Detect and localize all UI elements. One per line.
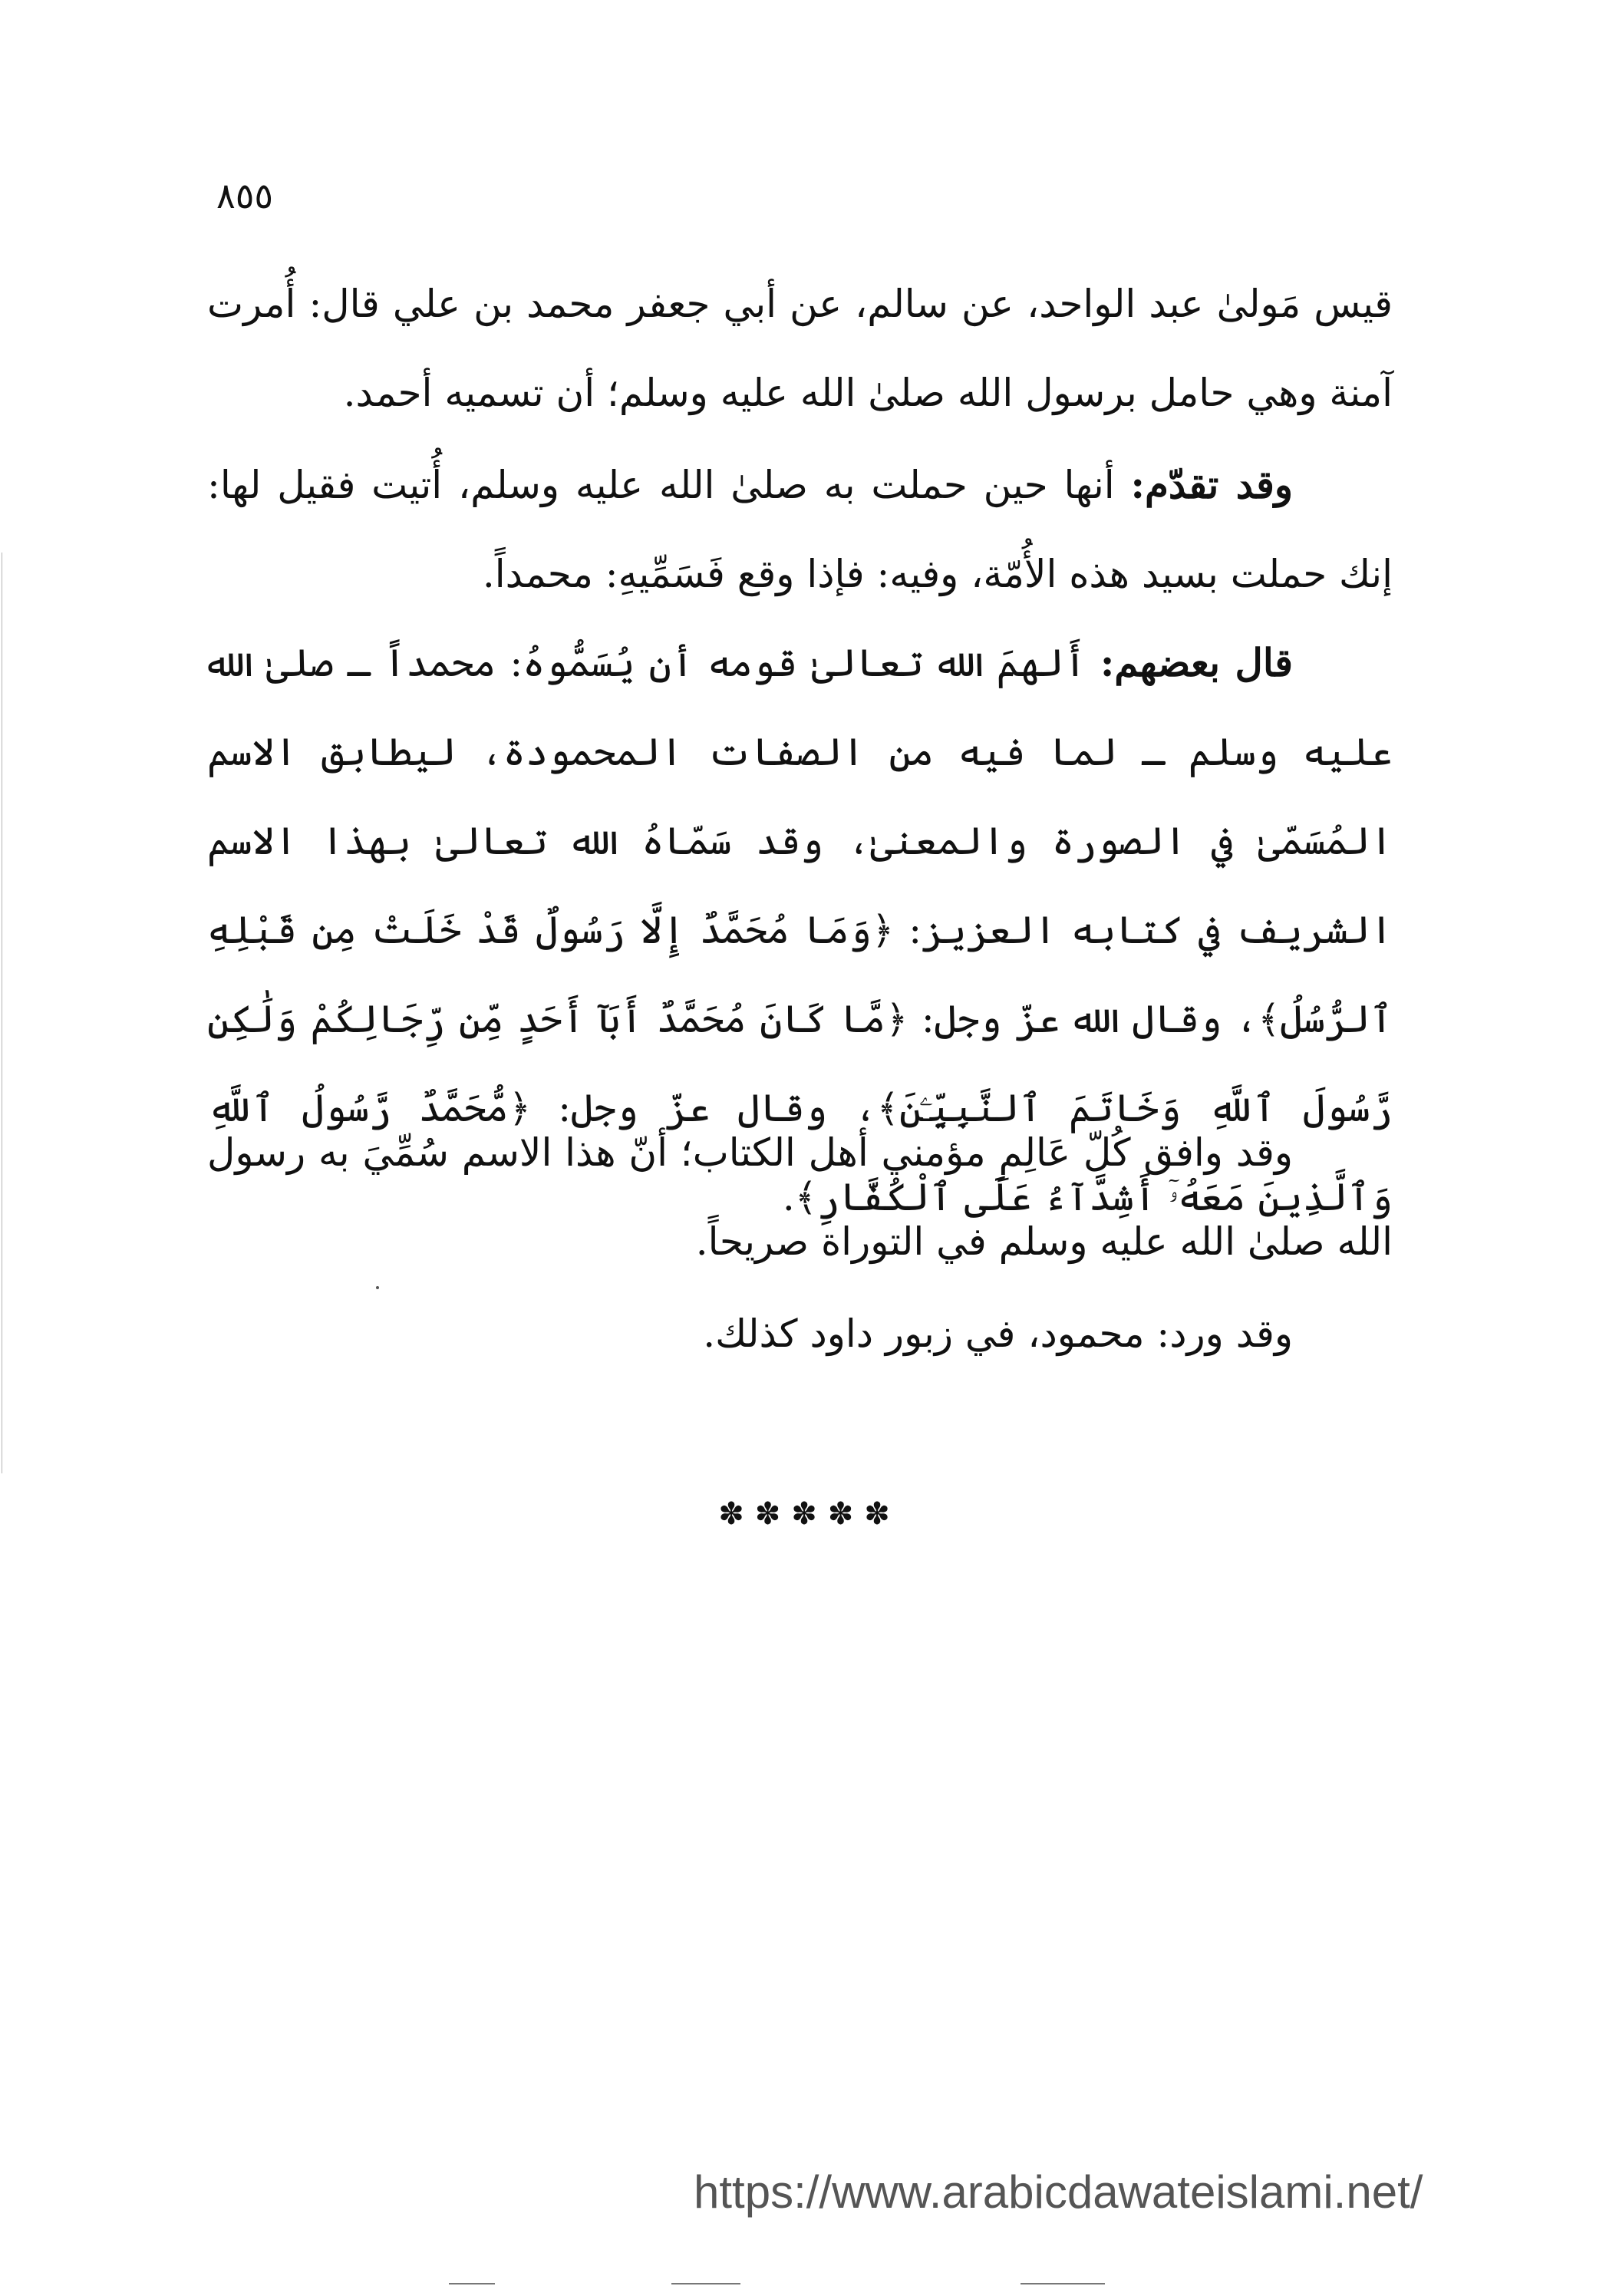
paragraph-4: [207, 1108, 1393, 1286]
paragraph-3-lead: قال بعضهم:: [1100, 640, 1293, 685]
paragraph-1-text: قيس مَولىٰ عبد الواحد، عن سالم، عن أبي جعفر محمد بن علي قال: أُمرت آمنة وهي حامل برسول الله صلىٰ الله عليه وسلم؛ أن تسميه أحمد.: [207, 282, 1393, 415]
paragraph-5-text: وقد ورد: محمود، في زبور داود كذلك.: [703, 1311, 1293, 1356]
paragraph-2-lead: وقد تقدّم:: [1130, 462, 1293, 507]
scan-speck: [376, 1286, 379, 1289]
section-separator: ✽✽✽✽✽: [718, 1496, 901, 1532]
paragraph-2-body: أنها حين حملت به صلىٰ الله عليه وسلم، أُتيت فقيل لها: إنك حملت بسيد هذه الأُمّة، وفيه: فإذا وقع فَسَمِّيهِ: محمداً.: [207, 463, 1393, 596]
paragraph-3-body: أَلهمَ الله تعالىٰ قومه أن يُسَمُّوهُ: محمداً ـ صلىٰ الله عليه وسلم ـ لما فيه من الصفات المحمودة، ليطابق الاسم المُسَمّىٰ في الصورة والمعنىٰ، وقد سَمّاهُ الله تعالىٰ بهذا الاسم الشريف في كتابه العزيز: ﴿وَمَا مُحَمَّدٌ إِلَّا رَسُولٌ قَدْ خَلَتْ مِن قَبْلِهِ ٱلرُّسُلُ﴾، وقال الله عزّ وجل: ﴿مَّا كَانَ مُحَمَّدٌ أَبَآ أَحَدٍ مِّن رِّجَالِكُمْ وَلَٰكِن رَّسُولَ ٱللَّهِ وَخَاتَمَ ٱلنَّبِيِّـۧنَ﴾، وقال عزّ وجل: ﴿مُّحَمَّدٌ رَّسُولُ ٱللَّهِ وَٱلَّذِينَ مَعَهُۥٓ أَشِدَّآءُ عَلَى ٱلْكُفَّارِ﴾.: [207, 641, 1393, 1219]
watermark-url: https://www.arabicdawateislami.net/: [694, 2166, 1423, 2218]
scan-bottom-mark: [449, 2283, 495, 2284]
paragraph-4-text: وقد وافق كُلّ عَالِمِ مؤمني أهل الكتاب؛ أنّ هذا الاسم سُمِّيَ به رسول الله صلىٰ الله عليه وسلم في التوراة صريحاً.: [207, 1130, 1393, 1264]
paragraph-5: [207, 1289, 1393, 1378]
scan-bottom-mark: [671, 2283, 740, 2284]
paragraph-2-text: [207, 440, 1393, 619]
page-number: ٨٥٥: [216, 175, 274, 216]
paragraph-1: [207, 259, 1393, 437]
paragraph-2: [207, 440, 1393, 619]
scan-bottom-mark: [1021, 2283, 1105, 2284]
